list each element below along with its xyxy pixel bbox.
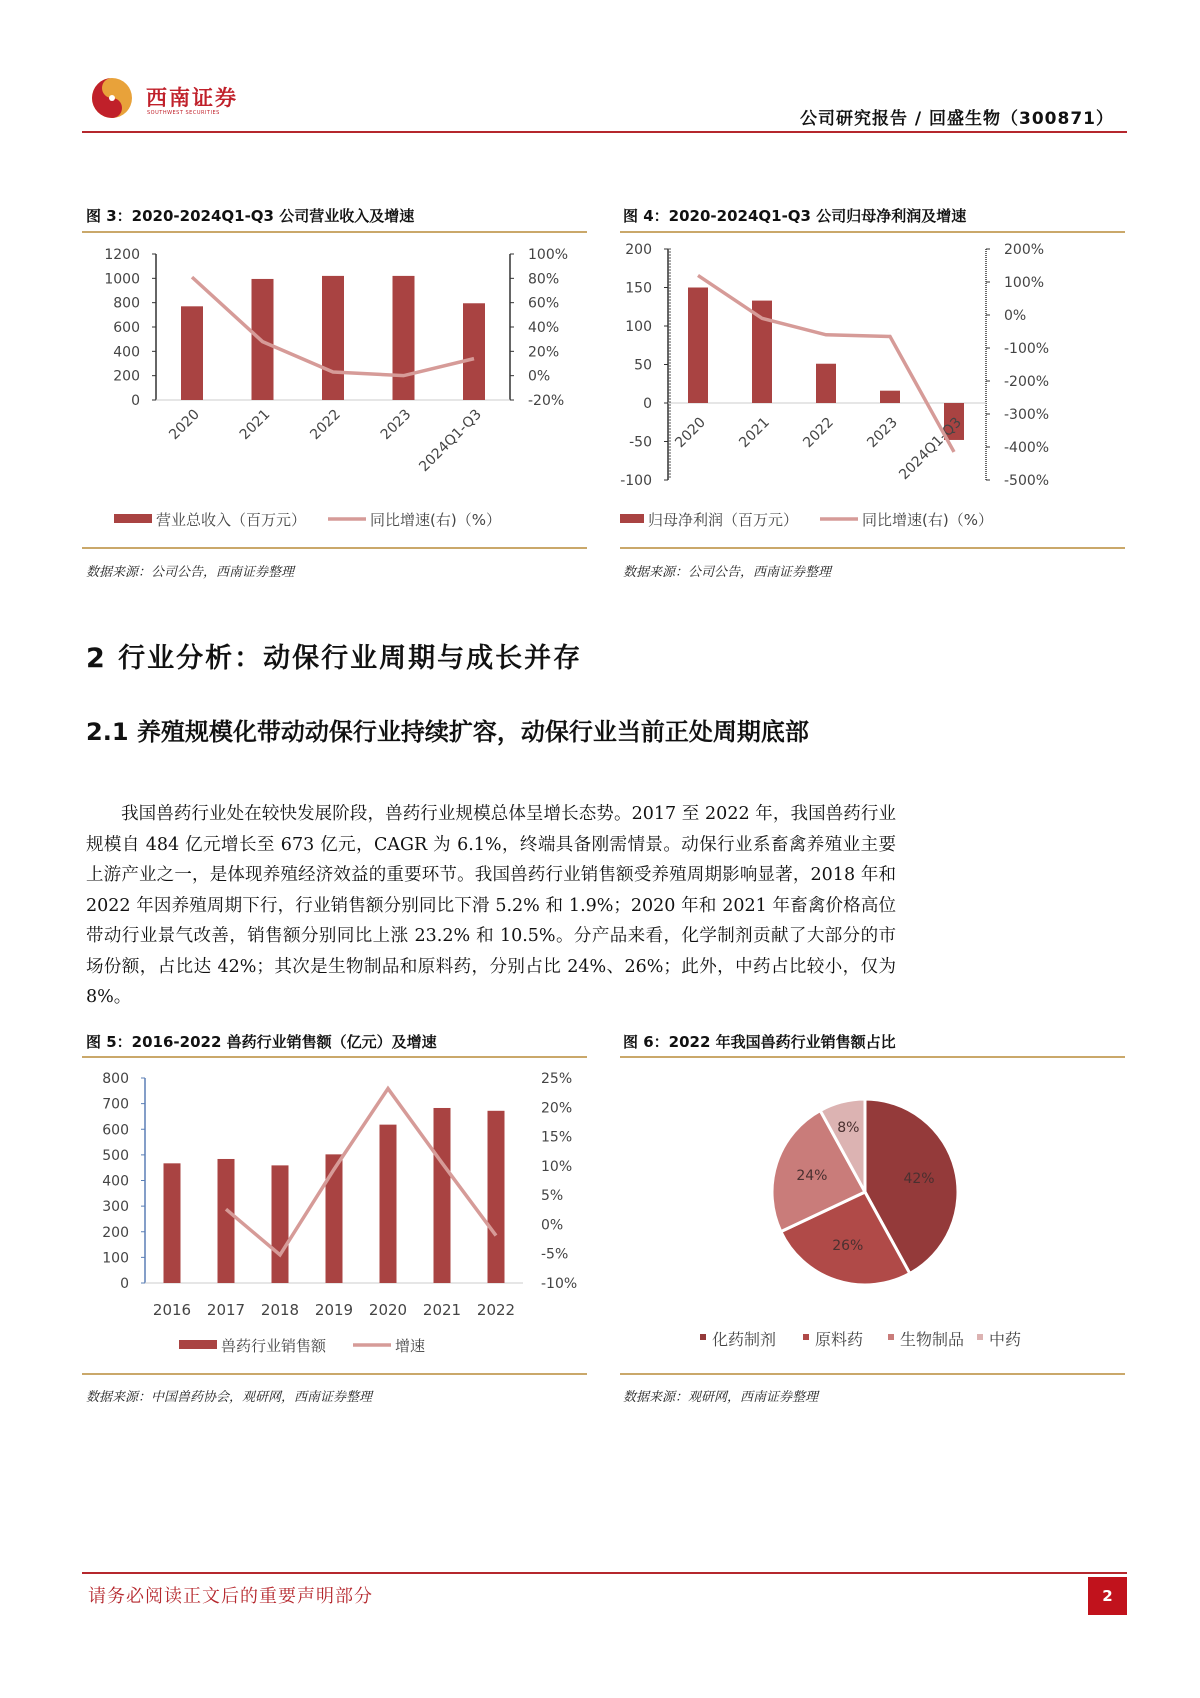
y2-tick-label: 20% [541, 1100, 573, 1117]
fig3-title: 图 3：2020-2024Q1-Q3 公司营业收入及增速 [86, 207, 415, 225]
legend-bar-label: 归母净利润（百万元） [648, 511, 799, 529]
x-tick-label: 2020 [672, 414, 709, 452]
bar [488, 1111, 505, 1283]
y2-tick-label: -400% [1004, 440, 1050, 456]
y2-tick-label: -100% [1004, 341, 1050, 357]
bar [393, 276, 415, 400]
logo-text: 西南证券 [146, 85, 238, 110]
y-tick-label: 800 [113, 295, 140, 312]
y-tick-label: -50 [629, 434, 652, 451]
bar [816, 364, 836, 403]
fig5-top-rule [82, 1056, 587, 1058]
legend-line-label: 同比增速(右)（%） [862, 511, 993, 529]
section-heading: 2 行业分析：动保行业周期与成长并存 [86, 643, 583, 674]
fig4-source: 数据来源：公司公告，西南证券整理 [623, 565, 832, 580]
y-tick-label: 1000 [104, 271, 140, 288]
x-tick-label: 2019 [314, 1301, 354, 1319]
y-tick-label: -100 [620, 473, 652, 489]
legend-bar-label: 兽药行业销售额 [221, 1337, 327, 1355]
y2-tick-label: -5% [541, 1246, 569, 1263]
y-tick-label: 150 [625, 280, 652, 297]
y-tick-label: 200 [113, 368, 140, 385]
legend-label: 化药制剂 [712, 1330, 777, 1349]
fig4-bottom-rule [620, 547, 1125, 549]
x-tick-label: 2017 [206, 1301, 246, 1319]
legend-line-label: 同比增速(右)（%） [370, 511, 501, 529]
x-tick-label: 2024Q1-Q3 [416, 406, 485, 476]
x-tick-label: 2023 [377, 406, 415, 444]
y2-tick-label: -20% [528, 393, 565, 409]
x-tick-label: 2023 [864, 414, 901, 452]
report-title: 公司研究报告 / 回盛生物（300871） [799, 109, 1114, 129]
legend-bar-swatch [179, 1340, 217, 1349]
body-paragraph: 我国兽药行业处在较快发展阶段，兽药行业规模总体呈增长态势。2017 至 2022 年，我国兽药行业规模自 484 亿元增长至 673 亿元，CAGR 为 6.1%，终端具备刚需情景。动保行业系畜禽养殖业主要上游产业之一，是体现养殖经济效益的重要环节。我国兽药行业销售额受养殖周期影响显著，2018 年和 2022 年因养殖周期下行，行业销售额分别同比下滑 5.2% 和 1.9%；2020 年和 2021 年畜禽价格高位带动行业景气改善，销售额分别同比上涨 23.2% 和 10.5%。分产品来看，化学制剂贡献了大部分的市场份额，占比达 42%；其次是生物制品和原料药，分别占比 24%、26%；此外，中药占比较小，仅为 8%。 [86, 804, 896, 1007]
fig6-source: 数据来源：观研网，西南证券整理 [623, 1390, 819, 1405]
y2-tick-label: -300% [1004, 407, 1050, 423]
fig6-chart [620, 1062, 1125, 1367]
logo-icon [90, 74, 138, 122]
footer-notice: 请务必阅读正文后的重要声明部分 [88, 1586, 373, 1607]
y2-tick-label: 80% [528, 271, 560, 288]
y2-tick-label: 200% [1004, 242, 1045, 258]
y-tick-label: 300 [102, 1199, 129, 1216]
page-number: 2 [1088, 1577, 1127, 1615]
legend-swatch [700, 1334, 706, 1340]
y2-tick-label: 0% [1004, 308, 1027, 324]
x-tick-label: 2021 [236, 406, 274, 444]
x-tick-label: 2021 [736, 414, 773, 452]
y2-tick-label: 5% [541, 1188, 564, 1205]
y-tick-label: 400 [113, 344, 140, 361]
fig3-bottom-rule [82, 547, 587, 549]
fig6-bottom-rule [620, 1373, 1125, 1375]
fig4-title: 图 4：2020-2024Q1-Q3 公司归母净利润及增速 [623, 207, 967, 225]
bar [164, 1163, 181, 1283]
y-tick-label: 400 [102, 1173, 129, 1190]
legend-label: 原料药 [815, 1330, 864, 1349]
y-tick-label: 1200 [104, 247, 140, 263]
y-tick-label: 800 [102, 1071, 129, 1087]
legend-label: 中药 [989, 1330, 1022, 1349]
growth-line [226, 1089, 496, 1255]
pie-value-label: 42% [903, 1171, 935, 1188]
legend-swatch [803, 1334, 809, 1340]
y2-tick-label: 0% [541, 1217, 564, 1234]
bar [688, 288, 708, 404]
y-tick-label: 200 [102, 1224, 129, 1241]
x-tick-label: 2022 [307, 406, 344, 444]
bar [322, 276, 344, 400]
y2-tick-label: 20% [528, 344, 560, 361]
fig3-source: 数据来源：公司公告，西南证券整理 [86, 565, 295, 580]
fig3-chart [82, 240, 587, 540]
logo-subtitle: SOUTHWEST SECURITIES [147, 110, 220, 116]
y2-tick-label: 100% [1004, 275, 1045, 291]
y-tick-label: 100 [625, 319, 652, 335]
header-divider [82, 131, 1127, 133]
y2-tick-label: -200% [1004, 374, 1050, 390]
legend-label: 生物制品 [900, 1330, 965, 1349]
y2-tick-label: 10% [541, 1158, 573, 1175]
x-tick-label: 2022 [476, 1301, 516, 1319]
y2-tick-label: -500% [1004, 473, 1050, 489]
y2-tick-label: 0% [528, 368, 551, 385]
x-tick-label: 2020 [368, 1301, 408, 1319]
pie-value-label: 8% [837, 1120, 860, 1137]
y-tick-label: 600 [113, 320, 140, 336]
y2-tick-label: 100% [528, 247, 569, 263]
bar [326, 1154, 343, 1283]
bar [272, 1165, 289, 1283]
bar [752, 301, 772, 403]
x-tick-label: 2020 [166, 406, 203, 444]
pie-value-label: 26% [832, 1238, 864, 1255]
x-tick-label: 2022 [800, 414, 837, 452]
fig4-chart [620, 240, 1125, 540]
fig4-top-rule [620, 231, 1125, 233]
fig6-top-rule [620, 1056, 1125, 1058]
y-tick-label: 200 [625, 242, 652, 258]
y-tick-label: 500 [102, 1147, 129, 1164]
bar [880, 391, 900, 403]
fig6-title: 图 6：2022 年我国兽药行业销售额占比 [623, 1033, 896, 1051]
legend-swatch [977, 1334, 983, 1340]
bar [463, 303, 485, 400]
bar [380, 1125, 397, 1283]
fig5-chart [82, 1062, 587, 1367]
legend-swatch [888, 1334, 894, 1340]
y2-tick-label: 60% [528, 295, 560, 312]
y2-tick-label: 25% [541, 1071, 573, 1087]
x-tick-label: 2024Q1-Q3 [896, 414, 965, 484]
y2-tick-label: 40% [528, 320, 560, 336]
x-tick-label: 2021 [422, 1301, 462, 1319]
y-tick-label: 100 [102, 1250, 129, 1267]
legend-bar-label: 营业总收入（百万元） [156, 511, 307, 529]
bar [181, 306, 203, 400]
fig5-source: 数据来源：中国兽药协会，观研网，西南证券整理 [86, 1390, 373, 1405]
x-tick-label: 2016 [152, 1301, 192, 1319]
y-tick-label: 700 [102, 1096, 129, 1113]
y2-tick-label: 15% [541, 1129, 573, 1146]
legend-line-label: 增速 [395, 1337, 426, 1355]
fig5-bottom-rule [82, 1373, 587, 1375]
subsection-heading: 2.1 养殖规模化带动动保行业持续扩容，动保行业当前正处周期底部 [86, 718, 809, 746]
legend-bar-swatch [620, 514, 644, 523]
y-tick-label: 0 [131, 393, 140, 409]
legend-bar-swatch [114, 514, 152, 523]
pie-value-label: 24% [796, 1167, 828, 1184]
bar [434, 1108, 451, 1283]
y-tick-label: 600 [102, 1122, 129, 1139]
bar [218, 1159, 235, 1283]
fig3-top-rule [82, 231, 587, 233]
y-tick-label: 0 [120, 1276, 129, 1292]
y-tick-label: 50 [634, 357, 652, 374]
y-tick-label: 0 [643, 396, 652, 412]
fig5-title: 图 5：2016-2022 兽药行业销售额（亿元）及增速 [86, 1033, 437, 1051]
footer-divider [82, 1572, 1127, 1574]
x-tick-label: 2018 [260, 1301, 300, 1319]
y2-tick-label: -10% [541, 1276, 578, 1292]
